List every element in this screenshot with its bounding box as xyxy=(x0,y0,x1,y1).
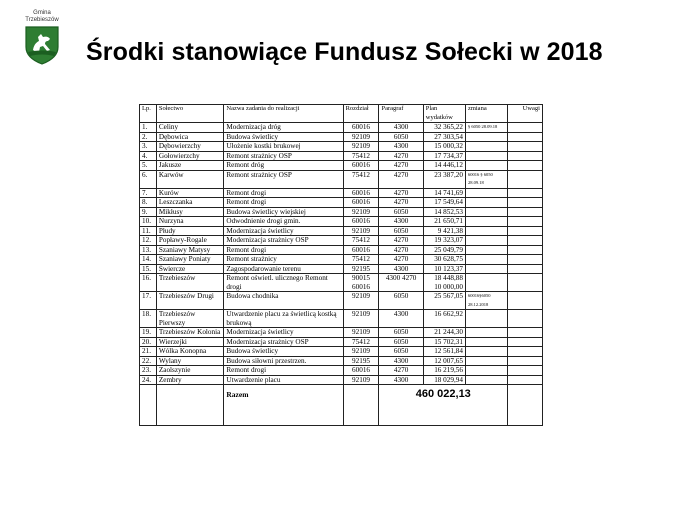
cell-zmiana xyxy=(465,274,507,292)
cell-zmiana xyxy=(465,264,507,274)
cell-solectwo: Wylany xyxy=(156,356,224,366)
cell-plan: 18 029,94 xyxy=(423,375,465,385)
cell-rozdzial: 92109 xyxy=(343,132,379,142)
cell-solectwo: Zaolszynie xyxy=(156,366,224,376)
cell-plan: 9 421,38 xyxy=(423,226,465,236)
cell-paragraf: 4270 xyxy=(379,161,423,171)
cell-paragraf: 4270 xyxy=(379,151,423,161)
cell-rozdzial: 92109 xyxy=(343,310,379,328)
cell-paragraf: 6050 xyxy=(379,328,423,338)
cell-paragraf: 4270 xyxy=(379,170,423,188)
cell-zadanie: Budowa świetlicy xyxy=(224,132,343,142)
cell-lp: 15. xyxy=(140,264,157,274)
cell-plan: 18 448,88 10 000,00 xyxy=(423,274,465,292)
cell-uwagi xyxy=(508,375,543,385)
cell-zadanie: Budowa siłowni przestrzen. xyxy=(224,356,343,366)
cell-zadanie: Budowa świetlicy xyxy=(224,347,343,357)
cell-uwagi xyxy=(508,142,543,152)
cell-uwagi xyxy=(508,366,543,376)
cell-zmiana xyxy=(465,375,507,385)
fundusz-table xyxy=(139,104,543,426)
cell-lp: 5. xyxy=(140,161,157,171)
cell-zmiana xyxy=(465,356,507,366)
table-row xyxy=(140,274,543,292)
cell-zadanie: Ułożenie kostki brukowej xyxy=(224,142,343,152)
cell-lp: 13. xyxy=(140,245,157,255)
table-row xyxy=(140,255,543,265)
cell-solectwo: Trzebieszów Drugi xyxy=(156,292,224,310)
cell-uwagi xyxy=(508,132,543,142)
cell-lp: 6. xyxy=(140,170,157,188)
cell-zadanie: Remont drogi xyxy=(224,366,343,376)
table-row xyxy=(140,132,543,142)
cell-paragraf: 4270 xyxy=(379,236,423,246)
cell-plan: 21 244,30 xyxy=(423,328,465,338)
table-row xyxy=(140,123,543,133)
cell-zmiana xyxy=(465,217,507,227)
header-paragraf: Paragraf xyxy=(379,105,423,123)
cell-zmiana: 60016 § 6050 28.09.18 xyxy=(465,170,507,188)
cell-plan: 14 741,69 xyxy=(423,188,465,198)
table-row xyxy=(140,226,543,236)
cell-lp: 8. xyxy=(140,198,157,208)
cell-plan: 14 446,12 xyxy=(423,161,465,171)
cell-plan: 15 702,31 xyxy=(423,337,465,347)
cell-solectwo: Wierzejki xyxy=(156,337,224,347)
cell-lp: 9. xyxy=(140,207,157,217)
cell-paragraf: 4300 xyxy=(379,123,423,133)
cell-zmiana xyxy=(465,347,507,357)
table-row xyxy=(140,328,543,338)
cell-lp: 23. xyxy=(140,366,157,376)
cell-paragraf: 4300 4270 xyxy=(379,274,423,292)
cell-zmiana xyxy=(465,188,507,198)
cell-paragraf: 6050 xyxy=(379,292,423,310)
cell-solectwo: Mikłusy xyxy=(156,207,224,217)
cell-rozdzial: 60016 xyxy=(343,123,379,133)
cell-uwagi xyxy=(508,198,543,208)
header-zadanie: Nazwa zadania do realizacji xyxy=(224,105,343,123)
cell-lp: 2. xyxy=(140,132,157,142)
cell-zmiana xyxy=(465,132,507,142)
total-label: Razem xyxy=(224,385,343,426)
cell-plan: 16 662,92 xyxy=(423,310,465,328)
cell-zadanie: Odwodnienie drogi gmin. xyxy=(224,217,343,227)
cell-zadanie: Remont drogi xyxy=(224,198,343,208)
cell-solectwo: Jakusze xyxy=(156,161,224,171)
header-solectwo: Sołectwo xyxy=(156,105,224,123)
cell-lp: 12. xyxy=(140,236,157,246)
cell-rozdzial: 60016 xyxy=(343,245,379,255)
table-row xyxy=(140,142,543,152)
cell-uwagi xyxy=(508,226,543,236)
cell-plan: 12 007,65 xyxy=(423,356,465,366)
header-zmiana: zmiana xyxy=(465,105,507,123)
table-row xyxy=(140,264,543,274)
cell-uwagi xyxy=(508,217,543,227)
table-row xyxy=(140,375,543,385)
cell-plan: 14 852,53 xyxy=(423,207,465,217)
cell-rozdzial: 90015 60016 xyxy=(343,274,379,292)
cell-zmiana xyxy=(465,161,507,171)
table-row xyxy=(140,188,543,198)
cell-solectwo: Dębowica xyxy=(156,132,224,142)
cell-rozdzial: 60016 xyxy=(343,161,379,171)
coat-of-arms-icon xyxy=(24,25,60,65)
cell-uwagi xyxy=(508,245,543,255)
cell-zmiana xyxy=(465,337,507,347)
cell-zmiana xyxy=(465,207,507,217)
cell-solectwo: Trzebieszów Pierwszy xyxy=(156,310,224,328)
cell-zadanie: Remont strażnicy OSP xyxy=(224,151,343,161)
cell-rozdzial: 60016 xyxy=(343,198,379,208)
cell-zadanie: Budowa chodnika xyxy=(224,292,343,310)
table-row xyxy=(140,170,543,188)
cell-lp: 22. xyxy=(140,356,157,366)
table-row xyxy=(140,347,543,357)
cell-zadanie: Utwardzenie placu xyxy=(224,375,343,385)
cell-uwagi xyxy=(508,188,543,198)
cell-rozdzial: 92109 xyxy=(343,375,379,385)
cell-solectwo: Trzebieszów Kolonia xyxy=(156,328,224,338)
gmina-logo xyxy=(18,10,66,65)
cell-uwagi xyxy=(508,310,543,328)
cell-rozdzial: 75412 xyxy=(343,255,379,265)
table-row xyxy=(140,217,543,227)
table-row xyxy=(140,366,543,376)
cell-zmiana xyxy=(465,255,507,265)
cell-solectwo: Celiny xyxy=(156,123,224,133)
cell-rozdzial: 92109 xyxy=(343,328,379,338)
cell-zadanie: Modernizacja dróg xyxy=(224,123,343,133)
header-lp: Lp. xyxy=(140,105,157,123)
cell-paragraf: 6050 xyxy=(379,132,423,142)
cell-rozdzial: 92109 xyxy=(343,142,379,152)
cell-paragraf: 4270 xyxy=(379,255,423,265)
cell-zadanie: Remont drogi xyxy=(224,245,343,255)
cell-zmiana xyxy=(465,366,507,376)
cell-zadanie: Modernizacja świetlicy xyxy=(224,226,343,236)
table-row xyxy=(140,337,543,347)
cell-rozdzial: 75412 xyxy=(343,337,379,347)
cell-uwagi xyxy=(508,347,543,357)
cell-zadanie: Utwardzenie placu za świetlicą kostką brukową xyxy=(224,310,343,328)
header-uwagi: Uwagi xyxy=(508,105,543,123)
table-row xyxy=(140,151,543,161)
table-row xyxy=(140,310,543,328)
cell-zmiana xyxy=(465,151,507,161)
cell-uwagi xyxy=(508,207,543,217)
cell-rozdzial: 60016 xyxy=(343,188,379,198)
cell-plan: 25 049,79 xyxy=(423,245,465,255)
cell-uwagi xyxy=(508,328,543,338)
cell-plan: 25 567,05 xyxy=(423,292,465,310)
cell-solectwo: Szaniawy Poniaty xyxy=(156,255,224,265)
cell-solectwo: Płudy xyxy=(156,226,224,236)
cell-plan: 27 303,54 xyxy=(423,132,465,142)
table-row xyxy=(140,292,543,310)
cell-uwagi xyxy=(508,274,543,292)
cell-lp: 11. xyxy=(140,226,157,236)
cell-paragraf: 6050 xyxy=(379,226,423,236)
cell-solectwo: Gołowierzchy xyxy=(156,151,224,161)
cell-solectwo: Trzebieszów xyxy=(156,274,224,292)
total-empty-cell xyxy=(156,385,224,426)
cell-solectwo: Zembry xyxy=(156,375,224,385)
cell-solectwo: Nurzyna xyxy=(156,217,224,227)
cell-paragraf: 4270 xyxy=(379,198,423,208)
cell-rozdzial: 92195 xyxy=(343,356,379,366)
cell-uwagi xyxy=(508,123,543,133)
cell-zmiana: § 6050 28.09.18 xyxy=(465,123,507,133)
cell-zmiana xyxy=(465,142,507,152)
cell-solectwo: Leszczanka xyxy=(156,198,224,208)
table-header-row xyxy=(140,105,543,123)
total-empty-cell xyxy=(508,385,543,426)
cell-paragraf: 6050 xyxy=(379,207,423,217)
cell-lp: 16. xyxy=(140,274,157,292)
cell-paragraf: 6050 xyxy=(379,337,423,347)
cell-lp: 7. xyxy=(140,188,157,198)
table-row xyxy=(140,198,543,208)
cell-plan: 15 000,32 xyxy=(423,142,465,152)
cell-solectwo: Kurów xyxy=(156,188,224,198)
logo-caption-1: Gmina xyxy=(33,10,51,16)
cell-uwagi xyxy=(508,151,543,161)
cell-rozdzial: 92109 xyxy=(343,207,379,217)
cell-zmiana xyxy=(465,226,507,236)
cell-plan: 30 628,75 xyxy=(423,255,465,265)
cell-uwagi xyxy=(508,255,543,265)
cell-zmiana xyxy=(465,236,507,246)
cell-zmiana: 60016§6050 28.12.2018 xyxy=(465,292,507,310)
cell-zadanie: Modernizacja strażnicy OSP xyxy=(224,337,343,347)
cell-solectwo: Szaniawy Matysy xyxy=(156,245,224,255)
cell-plan: 32 365,22 xyxy=(423,123,465,133)
cell-lp: 14. xyxy=(140,255,157,265)
cell-plan: 12 561,84 xyxy=(423,347,465,357)
cell-zadanie: Remont dróg xyxy=(224,161,343,171)
cell-plan: 19 323,07 xyxy=(423,236,465,246)
cell-zmiana xyxy=(465,310,507,328)
table-row xyxy=(140,356,543,366)
cell-zadanie: Remont strażnicy xyxy=(224,255,343,265)
cell-lp: 10. xyxy=(140,217,157,227)
cell-rozdzial: 92109 xyxy=(343,226,379,236)
cell-rozdzial: 92109 xyxy=(343,292,379,310)
cell-plan: 10 123,37 xyxy=(423,264,465,274)
logo-caption-2: Trzebieszów xyxy=(25,17,59,23)
cell-plan: 16 219,56 xyxy=(423,366,465,376)
cell-rozdzial: 92195 xyxy=(343,264,379,274)
cell-lp: 21. xyxy=(140,347,157,357)
cell-paragraf: 4300 xyxy=(379,356,423,366)
cell-zadanie: Remont strażnicy OSP xyxy=(224,170,343,188)
cell-solectwo: Karwów xyxy=(156,170,224,188)
cell-uwagi xyxy=(508,292,543,310)
cell-zadanie: Remont drogi xyxy=(224,188,343,198)
cell-paragraf: 4300 xyxy=(379,264,423,274)
cell-zadanie: Remont oświetl. ulicznego Remont drogi xyxy=(224,274,343,292)
cell-solectwo: Świercze xyxy=(156,264,224,274)
cell-uwagi xyxy=(508,264,543,274)
total-empty-cell xyxy=(343,385,379,426)
cell-paragraf: 4270 xyxy=(379,366,423,376)
total-empty-cell xyxy=(140,385,157,426)
cell-lp: 24. xyxy=(140,375,157,385)
table-row xyxy=(140,161,543,171)
cell-zmiana xyxy=(465,328,507,338)
table-row xyxy=(140,207,543,217)
cell-lp: 3. xyxy=(140,142,157,152)
cell-solectwo: Popławy-Rogale xyxy=(156,236,224,246)
cell-zadanie: Budowa świetlicy wiejskiej xyxy=(224,207,343,217)
cell-paragraf: 4300 xyxy=(379,375,423,385)
cell-uwagi xyxy=(508,356,543,366)
cell-rozdzial: 92109 xyxy=(343,347,379,357)
page-title: Środki stanowiące Fundusz Sołecki w 2018 xyxy=(86,38,603,66)
cell-lp: 17. xyxy=(140,292,157,310)
cell-zmiana xyxy=(465,198,507,208)
cell-paragraf: 4300 xyxy=(379,217,423,227)
cell-rozdzial: 75412 xyxy=(343,170,379,188)
cell-plan: 21 650,71 xyxy=(423,217,465,227)
table-row xyxy=(140,236,543,246)
cell-solectwo: Wólka Konopna xyxy=(156,347,224,357)
cell-rozdzial: 60016 xyxy=(343,217,379,227)
cell-paragraf: 4270 xyxy=(379,188,423,198)
cell-rozdzial: 75412 xyxy=(343,151,379,161)
cell-lp: 4. xyxy=(140,151,157,161)
cell-plan: 17 549,64 xyxy=(423,198,465,208)
total-value: 460 022,13 xyxy=(379,385,508,426)
cell-rozdzial: 75412 xyxy=(343,236,379,246)
cell-lp: 20. xyxy=(140,337,157,347)
cell-paragraf: 4300 xyxy=(379,142,423,152)
cell-rozdzial: 60016 xyxy=(343,366,379,376)
total-row xyxy=(140,385,543,426)
header-rozdzial: Rozdział xyxy=(343,105,379,123)
cell-lp: 18. xyxy=(140,310,157,328)
cell-paragraf: 4270 xyxy=(379,245,423,255)
cell-plan: 17 734,37 xyxy=(423,151,465,161)
cell-lp: 19. xyxy=(140,328,157,338)
cell-zadanie: Modernizacja strażnicy OSP xyxy=(224,236,343,246)
cell-plan: 23 387,20 xyxy=(423,170,465,188)
header-plan: Plan wydatków xyxy=(423,105,465,123)
cell-uwagi xyxy=(508,170,543,188)
cell-zmiana xyxy=(465,245,507,255)
cell-zadanie: Modernizacja świetlicy xyxy=(224,328,343,338)
table-row xyxy=(140,245,543,255)
cell-uwagi xyxy=(508,236,543,246)
cell-uwagi xyxy=(508,337,543,347)
cell-solectwo: Dębowierzchy xyxy=(156,142,224,152)
cell-paragraf: 6050 xyxy=(379,347,423,357)
cell-lp: 1. xyxy=(140,123,157,133)
cell-uwagi xyxy=(508,161,543,171)
cell-zadanie: Zagospodarowanie terenu xyxy=(224,264,343,274)
cell-paragraf: 4300 xyxy=(379,310,423,328)
